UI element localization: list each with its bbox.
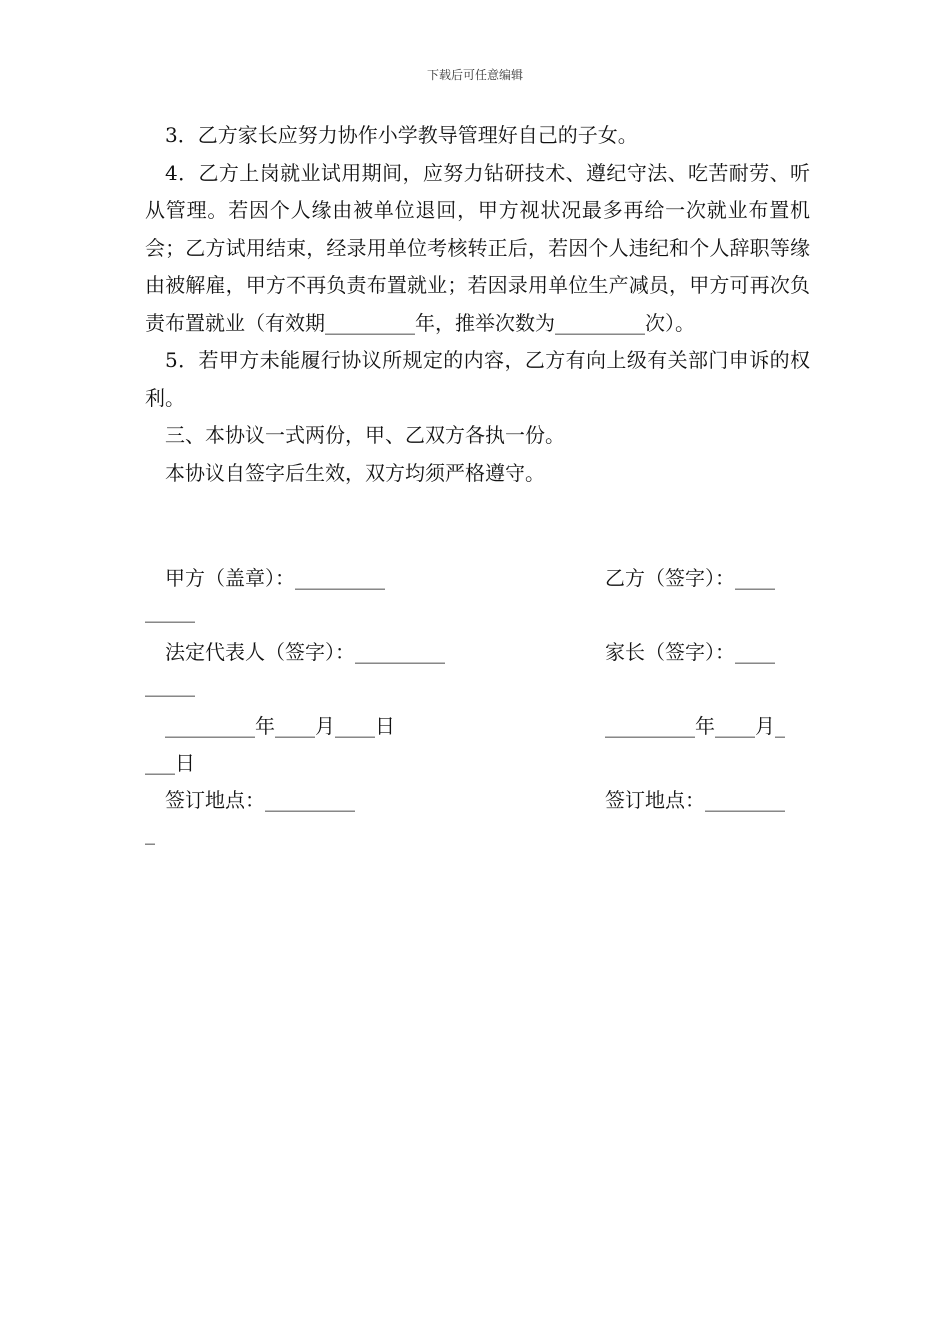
party-b-date-wrap: ___日 xyxy=(145,751,195,775)
signature-row-date xyxy=(145,710,810,784)
party-a-date-field: _________年____月____日 xyxy=(165,714,395,738)
signature-block xyxy=(145,562,810,858)
parent-signature-field: 家长（签字）：____ xyxy=(605,640,775,664)
party-b-date-field: _________年____月_ xyxy=(605,714,785,738)
copies-clause: 三、本协议一式两份，甲、乙双方各执一份。 xyxy=(165,423,565,447)
legal-rep-signature-field: 法定代表人（签字）：_________ xyxy=(165,640,445,664)
party-b-signature-field: 乙方（签字）：____ xyxy=(605,566,775,590)
party-b-location-wrap: _ xyxy=(145,821,155,845)
signature-row-representative xyxy=(145,636,810,710)
clause-5: 5．若甲方未能履行协议所规定的内容，乙方有向上级有关部门申诉的权利。 xyxy=(145,348,810,410)
party-a-location-field: 签订地点：_________ xyxy=(165,788,355,812)
signature-row-party xyxy=(145,562,810,636)
clause-4: 4．乙方上岗就业试用期间，应努力钻研技术、遵纪守法、吃苦耐劳、听从管理。若因个人缘由被单位退回，甲方视状况最多再给一次就业布置机会；乙方试用结束，经录用单位考核转正后，若因个人违纪和个人辞职等缘由被解雇，甲方不再负责布置就业；若因录用单位生产减员，甲方可再次负责布置就业（有效期_________年，推举次数为_________次）。 xyxy=(145,160,810,335)
agreement-body xyxy=(145,117,810,492)
party-b-location-field: 签订地点：________ xyxy=(605,788,785,812)
page-header: 下载后可任意编辑 xyxy=(426,68,523,82)
party-a-seal-field: 甲方（盖章）：_________ xyxy=(165,566,385,590)
clause-3: 3．乙方家长应努力协作小学教导管理好自己的子女。 xyxy=(165,123,638,147)
effective-clause: 本协议自签字后生效，双方均须严格遵守。 xyxy=(165,460,545,485)
signature-row-location xyxy=(145,784,810,858)
party-b-signature-wrap: _____ xyxy=(145,599,195,623)
parent-signature-wrap: _____ xyxy=(145,673,195,697)
